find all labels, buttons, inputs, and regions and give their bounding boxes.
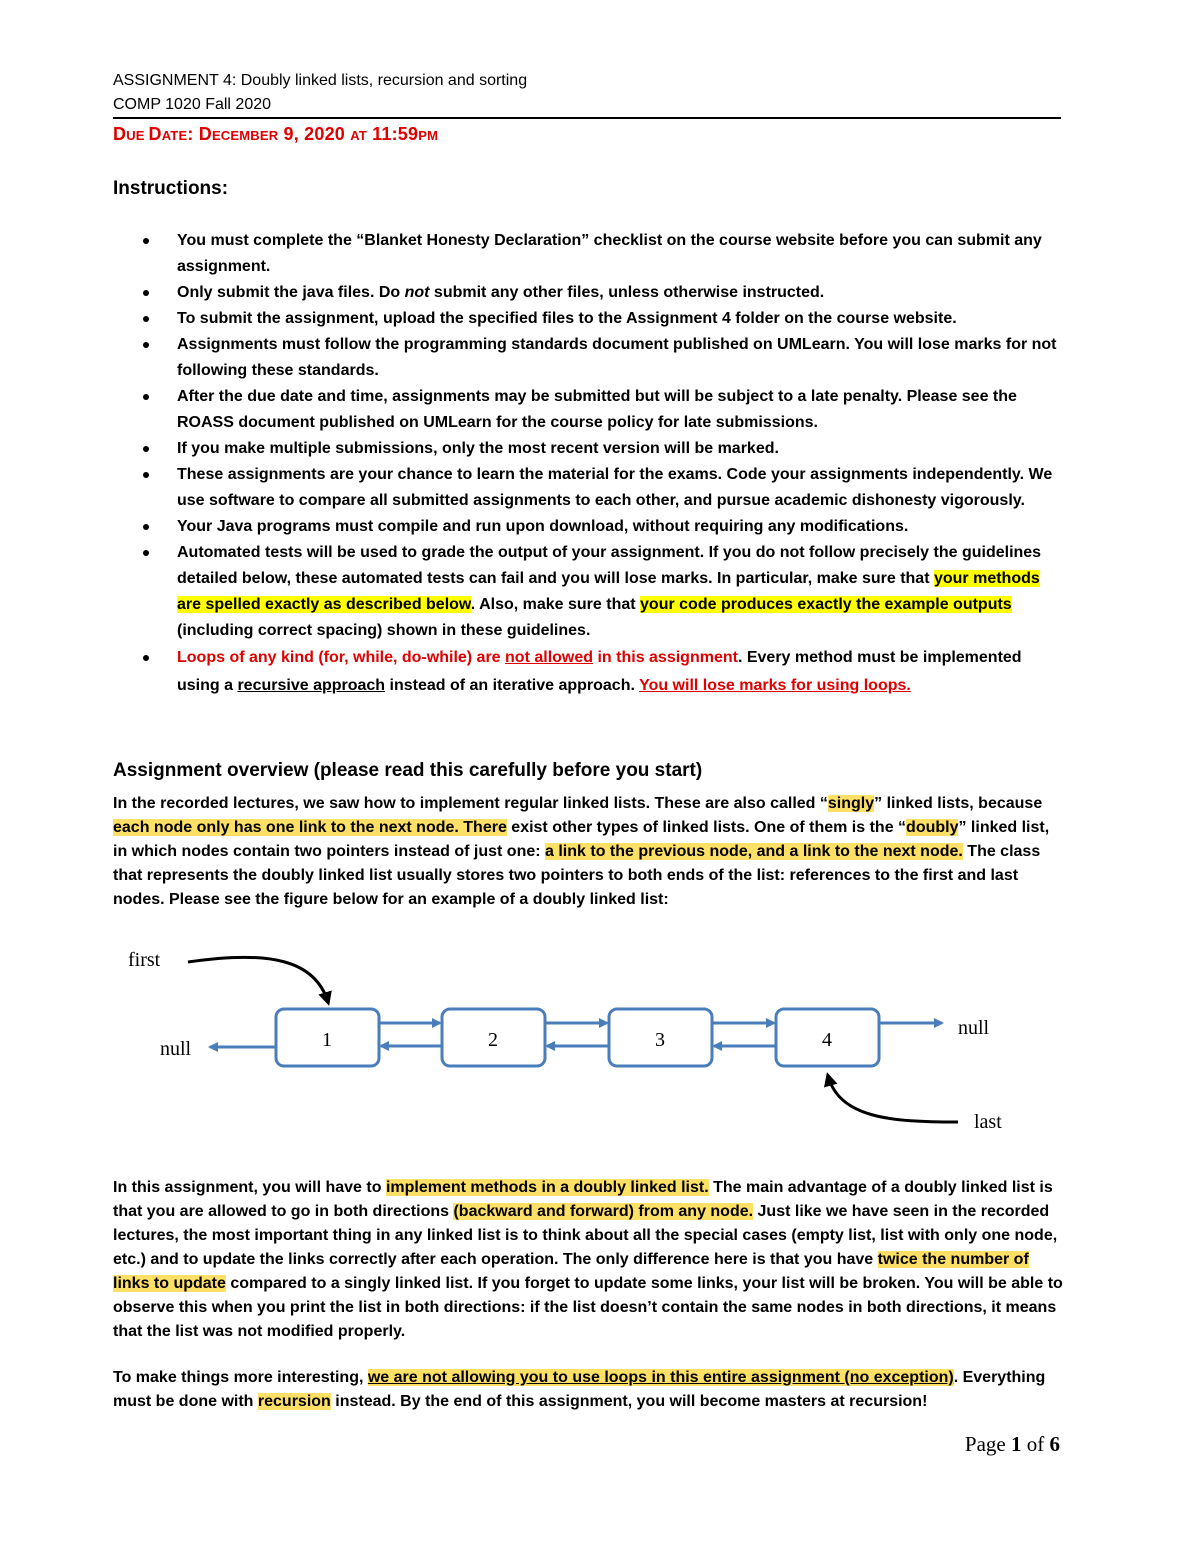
bullet-icon xyxy=(143,655,149,661)
paragraph-text: Just like we have seen in the recorded lectures, the most important thing in any linked list is to think about all the special cases (empty list, list with only one node, etc.) and to update the links correctly after each operation. The only difference here is that you have xyxy=(113,1203,1058,1268)
paragraph-text: exist other types of linked lists. One of them is the “ xyxy=(506,819,907,836)
due-text: ECEMBER xyxy=(211,128,279,143)
highlight-text: singly xyxy=(827,795,875,812)
overview-paragraph-1 xyxy=(113,792,1063,912)
bullet-icon xyxy=(143,394,149,400)
list-item-text: instead of an iterative approach. xyxy=(385,677,640,694)
due-text: D xyxy=(148,124,162,144)
page-number xyxy=(965,1432,1060,1457)
highlight-text: your code produces exactly the example outputs xyxy=(640,596,1012,613)
null-left-label: null xyxy=(160,1038,192,1060)
header-rule xyxy=(113,117,1061,119)
list-item xyxy=(113,280,1063,306)
list-item-text: Loops of any kind (for, while, do-while) are xyxy=(177,649,506,666)
node-label: 2 xyxy=(488,1029,498,1051)
list-item xyxy=(113,462,1063,514)
last-pointer-arrow xyxy=(828,1076,958,1122)
due-text: AT xyxy=(350,128,367,143)
bullet-icon xyxy=(143,342,149,348)
list-item xyxy=(113,514,1063,540)
list-item-text: After the due date and time, assignments may be submitted but will be subject to a late penalty. Please see the ROASS document published on UMLearn for the course policy for late submissions. xyxy=(177,388,1017,431)
list-item-text: Only submit the java files. Do xyxy=(177,284,405,301)
bullet-icon xyxy=(143,290,149,296)
list-item-text: (including correct spacing) shown in these guidelines. xyxy=(177,622,591,639)
due-text: 9, 2020 xyxy=(278,124,351,144)
paragraph-text: In this assignment, you will have to xyxy=(113,1179,386,1196)
due-text: D xyxy=(113,124,127,144)
paragraph-text: ” linked lists, because xyxy=(874,795,1043,812)
list-item-text: . Also, make sure that xyxy=(470,596,641,613)
highlight-text: implement methods in a doubly linked list. xyxy=(385,1179,709,1196)
first-label: first xyxy=(128,949,161,971)
bullet-icon xyxy=(143,238,149,244)
footer-text: Page xyxy=(964,1432,1011,1456)
list-item xyxy=(113,332,1063,384)
bullet-icon xyxy=(143,316,149,322)
paragraph-text: In the recorded lectures, we saw how to implement regular linked lists. These are also called “ xyxy=(113,795,828,812)
list-item-text: To submit the assignment, upload the specified files to the Assignment 4 folder on the course website. xyxy=(177,310,957,327)
due-text: ATE xyxy=(161,128,188,143)
due-text: D xyxy=(198,124,212,144)
list-item-text: Your Java programs must compile and run upon download, without requiring any modifications. xyxy=(177,518,909,535)
footer-text: 6 xyxy=(1049,1432,1060,1456)
first-pointer-arrow xyxy=(188,957,328,1002)
node-label: 3 xyxy=(655,1029,665,1051)
due-text: UE xyxy=(126,128,149,143)
node-label: 4 xyxy=(822,1029,832,1051)
list-item xyxy=(113,540,1063,644)
list-item xyxy=(113,644,1063,700)
paragraph-text: ” linked list, in which nodes contain two pointers instead of just one: xyxy=(113,819,1050,860)
list-item-text: You will lose marks for using loops. xyxy=(639,677,911,694)
highlight-text: we are not allowing you to use loops in this entire assignment (no exception) xyxy=(367,1369,954,1386)
due-text: PM xyxy=(418,128,439,143)
list-item-text: not xyxy=(404,284,430,301)
paragraph-text: instead. By the end of this assignment, you will become masters at recursion! xyxy=(330,1393,928,1410)
list-item xyxy=(113,228,1063,280)
header-title: ASSIGNMENT 4: Doubly linked lists, recursion and sorting xyxy=(113,72,528,89)
doubly-linked-list-diagram xyxy=(100,930,1060,1140)
highlight-text: a link to the previous node, and a link to the next node. xyxy=(545,843,963,860)
overview-heading: Assignment overview (please read this carefully before you start) xyxy=(113,760,703,781)
highlight-text: your methods are spelled exactly as described below xyxy=(177,570,1040,613)
header-course: COMP 1020 Fall 2020 xyxy=(113,96,272,113)
list-item-text: submit any other files, unless otherwise instructed. xyxy=(429,284,825,301)
list-item-text: These assignments are your chance to learn the material for the exams. Code your assignments independently. We use software to compare all submitted assignments to each other, and pursue academic dishonesty vigorously. xyxy=(177,466,1053,509)
list-item xyxy=(113,384,1063,436)
bullet-icon xyxy=(143,472,149,478)
footer-text: of xyxy=(1021,1432,1050,1456)
list-item-text: Assignments must follow the programming standards document published on UMLearn. You will lose marks for not following these standards. xyxy=(177,336,1057,379)
bullet-icon xyxy=(143,524,149,530)
due-date xyxy=(113,124,438,145)
paragraph-text: The main advantage of a doubly linked list is that you are allowed to go in both directions xyxy=(113,1179,1053,1220)
highlight-text: recursion xyxy=(257,1393,331,1410)
bullet-icon xyxy=(143,550,149,556)
highlight-text: (backward and forward) from any node. xyxy=(453,1203,754,1220)
paragraph-text: compared to a singly linked list. If you forget to update some links, your list will be broken. You will be able to observe this when you print the list in both directions: if the list doesn’t contain the same nodes in both directions, it means that the list was not modified properly. xyxy=(113,1275,1063,1340)
list-item xyxy=(113,436,1063,462)
list-item-text: not allowed xyxy=(505,649,594,666)
list-item-text: in this assignment xyxy=(593,649,738,666)
highlight-text: twice the number of links to update xyxy=(113,1251,1029,1292)
instructions-heading: Instructions: xyxy=(113,178,229,199)
list-item xyxy=(113,306,1063,332)
node-label: 1 xyxy=(322,1029,332,1051)
list-item-text: If you make multiple submissions, only the most recent version will be marked. xyxy=(177,440,779,457)
null-right-label: null xyxy=(958,1017,990,1039)
due-text: 11:59 xyxy=(366,124,419,144)
highlight-text: each node only has one link to the next node. There xyxy=(113,819,507,836)
overview-paragraph-2 xyxy=(113,1176,1063,1344)
list-item-text: Automated tests will be used to grade the output of your assignment. If you do not follow precisely the guidelines detailed below, these automated tests can fail and you will lose marks. In particular, make sure that xyxy=(177,544,1042,587)
bullet-icon xyxy=(143,446,149,452)
list-item-text: recursive approach xyxy=(237,677,386,694)
paragraph-text: To make things more interesting, xyxy=(113,1369,368,1386)
footer-text: 1 xyxy=(1011,1432,1022,1456)
highlight-text: doubly xyxy=(906,819,959,836)
list-item-text: . Every method must be implemented using a xyxy=(177,649,1022,694)
overview-paragraph-3 xyxy=(113,1366,1063,1414)
due-text: : xyxy=(187,124,199,144)
list-item-text: You must complete the “Blanket Honesty Declaration” checklist on the course website before you can submit any assignment. xyxy=(177,232,1042,275)
paragraph-text: The class that represents the doubly linked list usually stores two pointers to both ends of the list: references to the first and last nodes. Please see the figure below for an example of a doubly linked list: xyxy=(113,843,1041,908)
last-label: last xyxy=(974,1111,1002,1133)
instructions-list xyxy=(113,228,1063,700)
paragraph-text: . Everything must be done with xyxy=(113,1369,1046,1410)
